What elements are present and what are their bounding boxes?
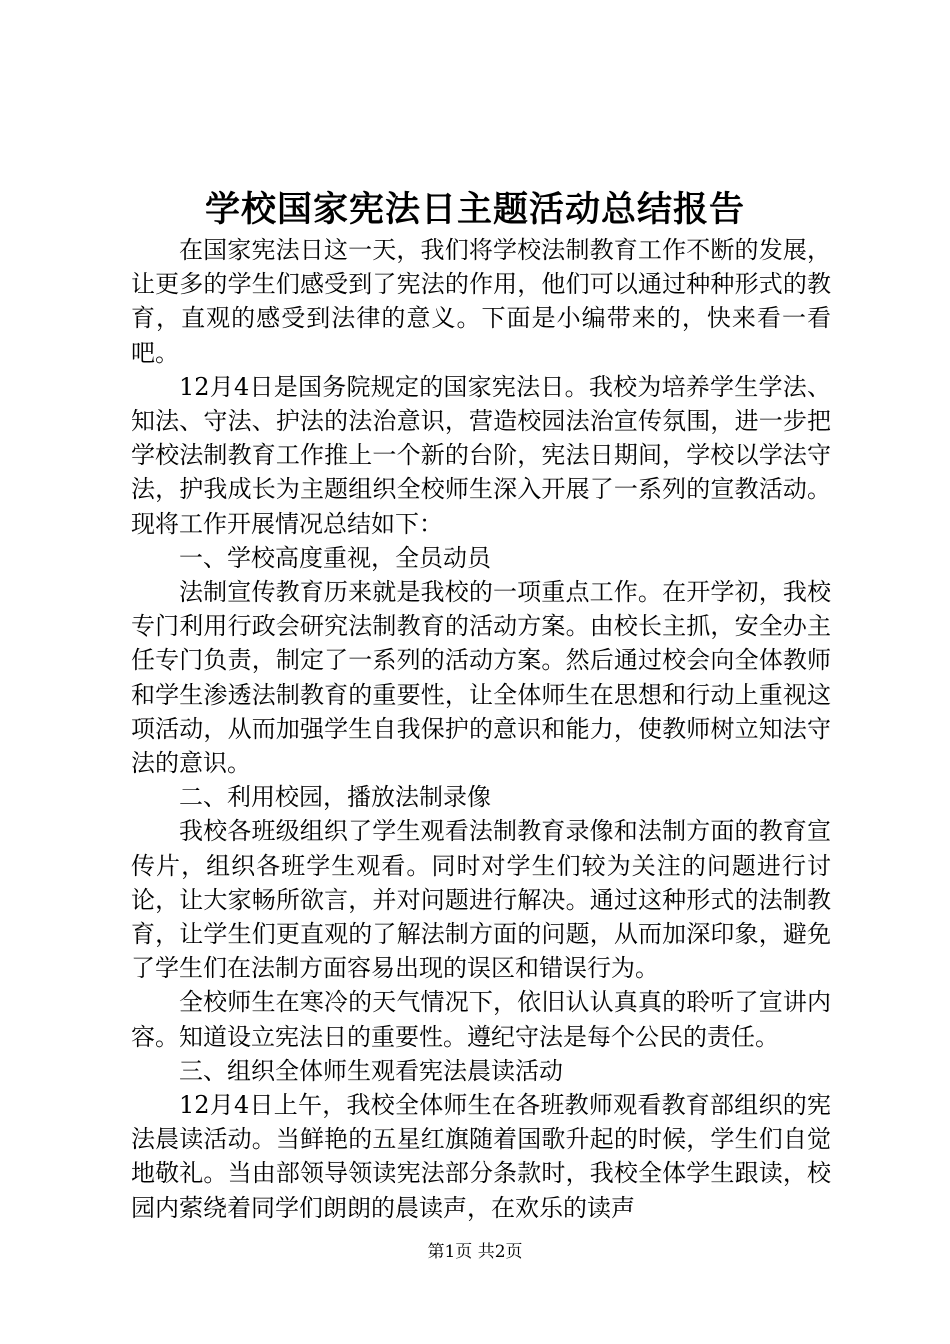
page-footer: 第1页 共2页 (427, 1242, 523, 1262)
section-3-paragraph: 12月4日上午，我校全体师生在各班教师观看教育部组织的宪法晨读活动。当鲜艳的五星红旗随着国歌升起的时候，学生们自觉地敬礼。当由部领导领读宪法部分条款时，我校全体学生跟读，校园内萦绕着同学们朗朗的晨读声，在欢乐的读声 (131, 1091, 831, 1222)
section-2-paragraph: 我校各班级组织了学生观看法制教育录像和法制方面的教育宣传片，组织各班学生观看。同时对学生们较为关注的问题进行讨论，让大家畅所欲言，并对问题进行解决。通过这种形式的法制教育，让学生们更直观的了解法制方面的问题，从而加深印象，避免了学生们在法制方面容易出现的误区和错误行为。 (131, 817, 831, 983)
background-paragraph: 12月4日是国务院规定的国家宪法日。我校为培养学生学法、知法、守法、护法的法治意识，营造校园法治宣传氛围，进一步把学校法制教育工作推上一个新的台阶，宪法日期间，学校以学法守法，护我成长为主题组织全校师生深入开展了一系列的宣教活动。现将工作开展情况总结如下： (131, 372, 831, 538)
intro-paragraph: 在国家宪法日这一天，我们将学校法制教育工作不断的发展，让更多的学生们感受到了宪法的作用，他们可以通过种种形式的教育，直观的感受到法律的意义。下面是小编带来的，快来看一看吧。 (131, 236, 831, 367)
section-heading-3: 三、组织全体师生观看宪法晨读活动 (179, 1056, 563, 1085)
section-1-paragraph: 法制宣传教育历来就是我校的一项重点工作。在开学初，我校专门利用行政会研究法制教育的活动方案。由校长主抓，安全办主任专门负责，制定了一系列的活动方案。然后通过校会向全体教师和学生渗透法制教育的重要性，让全体师生在思想和行动上重视这项活动，从而加强学生自我保护的意识和能力，使教师树立知法守法的意识。 (131, 578, 831, 778)
section-2-paragraph-2: 全校师生在寒冷的天气情况下，依旧认认真真的聆听了宣讲内容。知道设立宪法日的重要性。遵纪守法是每个公民的责任。 (131, 988, 831, 1051)
section-heading-2: 二、利用校园，播放法制录像 (179, 783, 491, 812)
section-heading-1: 一、学校高度重视，全员动员 (179, 543, 491, 572)
document-title: 学校国家宪法日主题活动总结报告 (204, 189, 745, 230)
document-body (131, 233, 831, 1225)
